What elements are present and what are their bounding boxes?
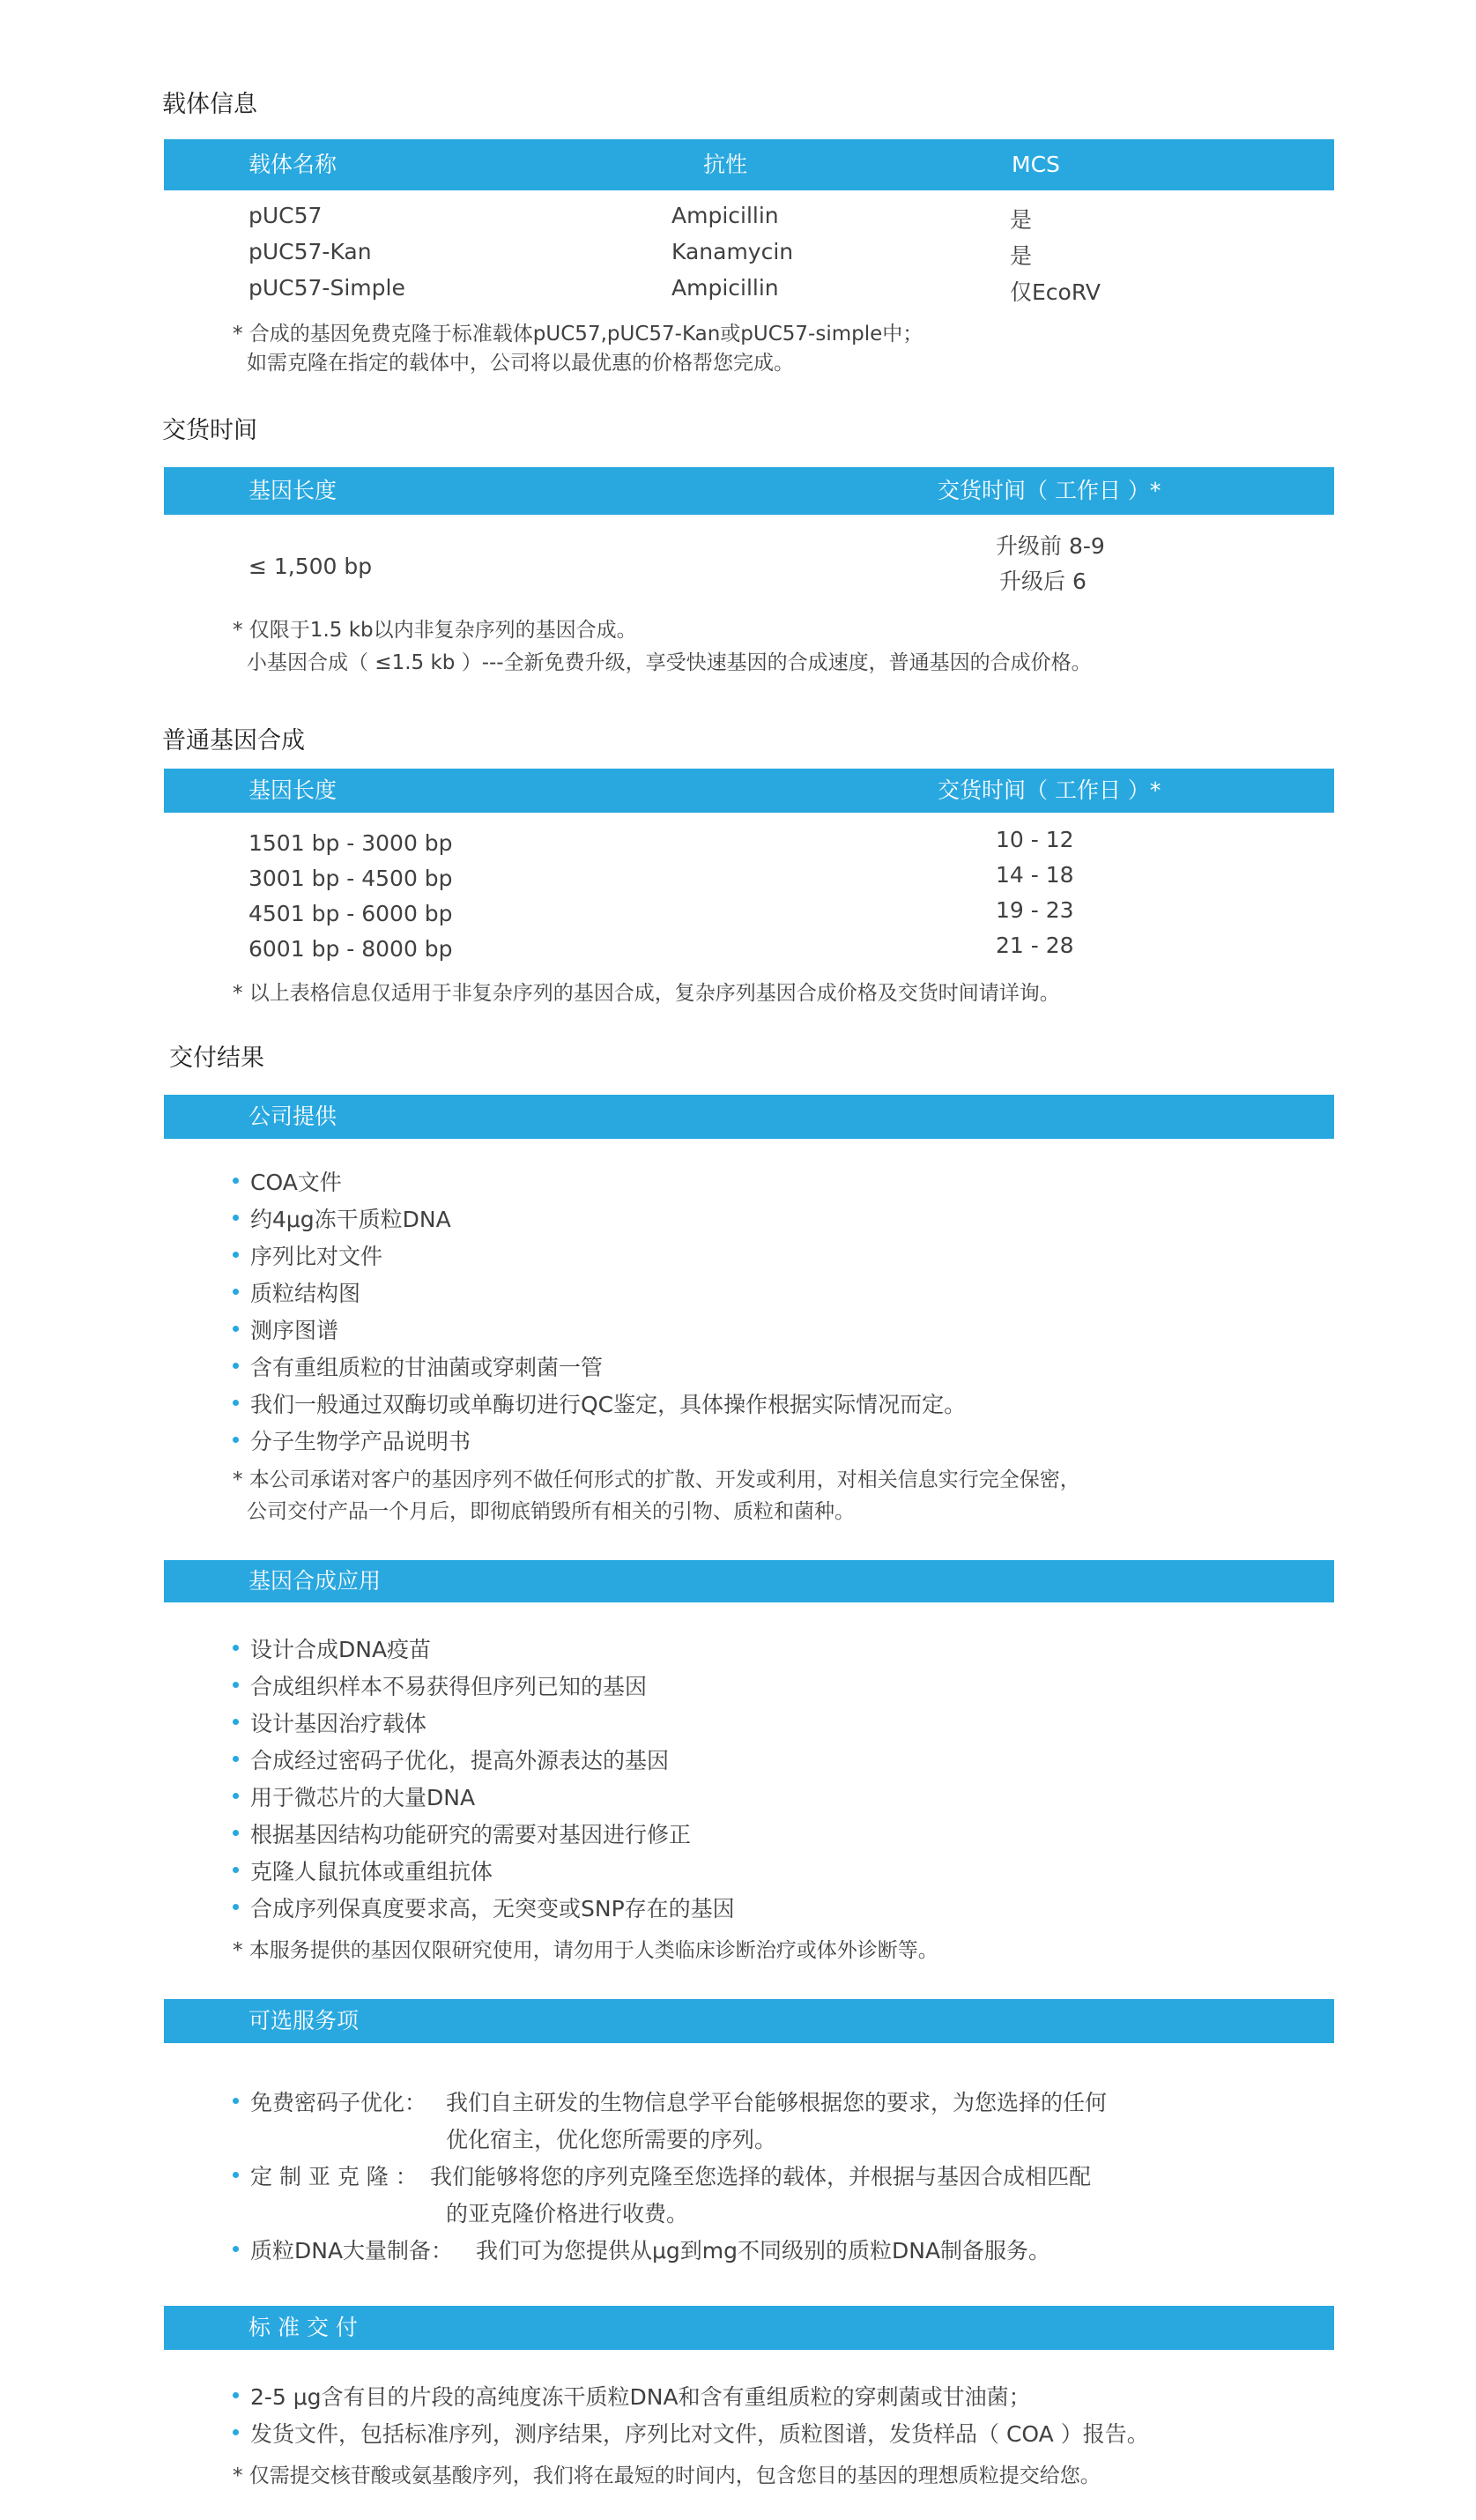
application-note: * 本服务提供的基因仅限研究使用，请勿用于人类临床诊断治疗或体外诊断等。	[233, 1939, 938, 1962]
vector-row-1-name: pUC57	[248, 203, 323, 228]
delivery-time-before: 升级前 8-9	[996, 533, 1105, 559]
application-item: 根据基因结构功能研究的需要对基因进行修正	[233, 1818, 691, 1849]
optional-item-plasmid-line1: 我们可为您提供从μg到mg不同级别的质粒DNA制备服务。	[476, 2238, 1051, 2264]
delivery-time-after: 升级后 6	[999, 569, 1087, 594]
delivery-section-title: 交货时间	[162, 417, 257, 444]
vector-row-3-name: pUC57-Simple	[248, 275, 405, 301]
delivery-header-time: 交货时间（ 工作日 ）*	[938, 478, 1161, 503]
normal-note: * 以上表格信息仅适用于非复杂序列的基因合成，复杂序列基因合成价格及交货时间请详询。	[233, 982, 1060, 1005]
application-item: 设计基因治疗载体	[233, 1706, 426, 1738]
standard-bar-label: 标 准 交 付	[248, 2315, 358, 2340]
application-item: 合成序列保真度要求高，无突变或SNP存在的基因	[233, 1892, 735, 1923]
application-item: 设计合成DNA疫苗	[233, 1632, 431, 1664]
provide-item: 我们一般通过双酶切或单酶切进行QC鉴定，具体操作根据实际情况而定。	[233, 1387, 966, 1419]
normal-row-4-length: 6001 bp - 8000 bp	[248, 936, 453, 962]
optional-item-subclone-label: 定 制 亚 克 隆 ：	[233, 2159, 418, 2191]
delivery-length: ≤ 1,500 bp	[248, 554, 373, 579]
normal-row-3-length: 4501 bp - 6000 bp	[248, 901, 453, 926]
vector-row-3-mcs: 仅EcoRV	[1010, 279, 1101, 305]
normal-header-length: 基因长度	[248, 777, 337, 803]
vector-row-1-mcs: 是	[1010, 207, 1033, 233]
application-item: 合成组织样本不易获得但序列已知的基因	[233, 1669, 647, 1701]
vector-row-2-name: pUC57-Kan	[248, 239, 372, 264]
vector-table-header	[164, 139, 1334, 190]
vector-row-3-resistance: Ampicillin	[671, 275, 779, 301]
optional-item-codon-line2: 优化宿主，优化您所需要的序列。	[446, 2127, 777, 2152]
normal-header-time: 交货时间（ 工作日 ）*	[938, 777, 1161, 803]
provide-item: 约4μg冻干质粒DNA	[233, 1202, 451, 1234]
optional-item-codon-label: 免费密码子优化：	[233, 2085, 426, 2117]
provide-item: 序列比对文件	[233, 1239, 382, 1271]
vector-row-2-mcs: 是	[1010, 243, 1033, 269]
provide-item: 分子生物学产品说明书	[233, 1424, 471, 1456]
provide-item: 测序图谱	[233, 1313, 338, 1345]
optional-item-codon-line1: 我们自主研发的生物信息学平台能够根据您的要求，为您选择的任何	[446, 2090, 1108, 2115]
normal-row-3-time: 19 - 23	[996, 897, 1074, 923]
vector-header-mcs: MCS	[1012, 152, 1060, 177]
provide-item: COA文件	[233, 1165, 342, 1197]
normal-row-1-time: 10 - 12	[996, 827, 1074, 852]
normal-section-title: 普通基因合成	[162, 727, 305, 755]
provide-item: 质粒结构图	[233, 1276, 360, 1308]
optional-item-subclone-line2: 的亚克隆价格进行收费。	[446, 2201, 689, 2226]
provide-bar-label: 公司提供	[248, 1104, 337, 1129]
application-item: 克隆人鼠抗体或重组抗体	[233, 1855, 493, 1886]
application-bar	[164, 1560, 1334, 1602]
vector-header-name: 载体名称	[248, 152, 337, 177]
provide-item: 含有重组质粒的甘油菌或穿刺菌一管	[233, 1350, 603, 1382]
optional-bar	[164, 1999, 1334, 2043]
vector-header-resistance: 抗性	[703, 152, 748, 177]
vector-section-title: 载体信息	[162, 91, 257, 118]
optional-item-subclone-line1: 我们能够将您的序列克隆至您选择的载体，并根据与基因合成相匹配	[430, 2164, 1092, 2189]
vector-note-line2: 如需克隆在指定的载体中，公司将以最优惠的价格帮您完成。	[247, 352, 794, 375]
provide-note-line1: * 本公司承诺对客户的基因序列不做任何形式的扩散、开发或利用，对相关信息实行完全保密，	[233, 1468, 1080, 1491]
optional-item-plasmid-label: 质粒DNA大量制备：	[233, 2234, 453, 2265]
results-section-title: 交付结果	[169, 1044, 264, 1072]
provide-bar	[164, 1095, 1334, 1139]
application-bar-label: 基因合成应用	[248, 1568, 382, 1594]
vector-row-1-resistance: Ampicillin	[671, 203, 779, 228]
delivery-note-line1: * 仅限于1.5 kb以内非复杂序列的基因合成。	[233, 619, 637, 642]
normal-row-4-time: 21 - 28	[996, 933, 1074, 958]
standard-bar	[164, 2306, 1334, 2350]
normal-row-2-time: 14 - 18	[996, 862, 1074, 888]
application-item: 用于微芯片的大量DNA	[233, 1780, 475, 1812]
standard-note: * 仅需提交核苷酸或氨基酸序列，我们将在最短的时间内，包含您目的基因的理想质粒提交给您。	[233, 2464, 1101, 2487]
normal-row-2-length: 3001 bp - 4500 bp	[248, 866, 453, 891]
delivery-table-header	[164, 467, 1334, 515]
application-item: 合成经过密码子优化，提高外源表达的基因	[233, 1743, 669, 1775]
standard-item: 发货文件，包括标准序列，测序结果，序列比对文件，质粒图谱，发货样品（ COA ）报告。	[233, 2417, 1149, 2449]
normal-table-header	[164, 769, 1334, 813]
delivery-header-length: 基因长度	[248, 478, 337, 503]
normal-row-1-length: 1501 bp - 3000 bp	[248, 830, 453, 856]
delivery-note-line2: 小基因合成（ ≤1.5 kb ）---全新免费升级，享受快速基因的合成速度，普通基因的合成价格。	[247, 651, 1092, 674]
vector-row-2-resistance: Kanamycin	[671, 239, 794, 264]
optional-bar-label: 可选服务项	[248, 2008, 360, 2033]
provide-note-line2: 公司交付产品一个月后，即彻底销毁所有相关的引物、质粒和菌种。	[247, 1500, 855, 1523]
standard-item: 2-5 μg含有目的片段的高纯度冻干质粒DNA和含有重组质粒的穿刺菌或甘油菌；	[233, 2380, 1031, 2412]
vector-note-line1: * 合成的基因免费克隆于标准载体pUC57,pUC57-Kan或pUC57-simple中；	[233, 323, 923, 346]
